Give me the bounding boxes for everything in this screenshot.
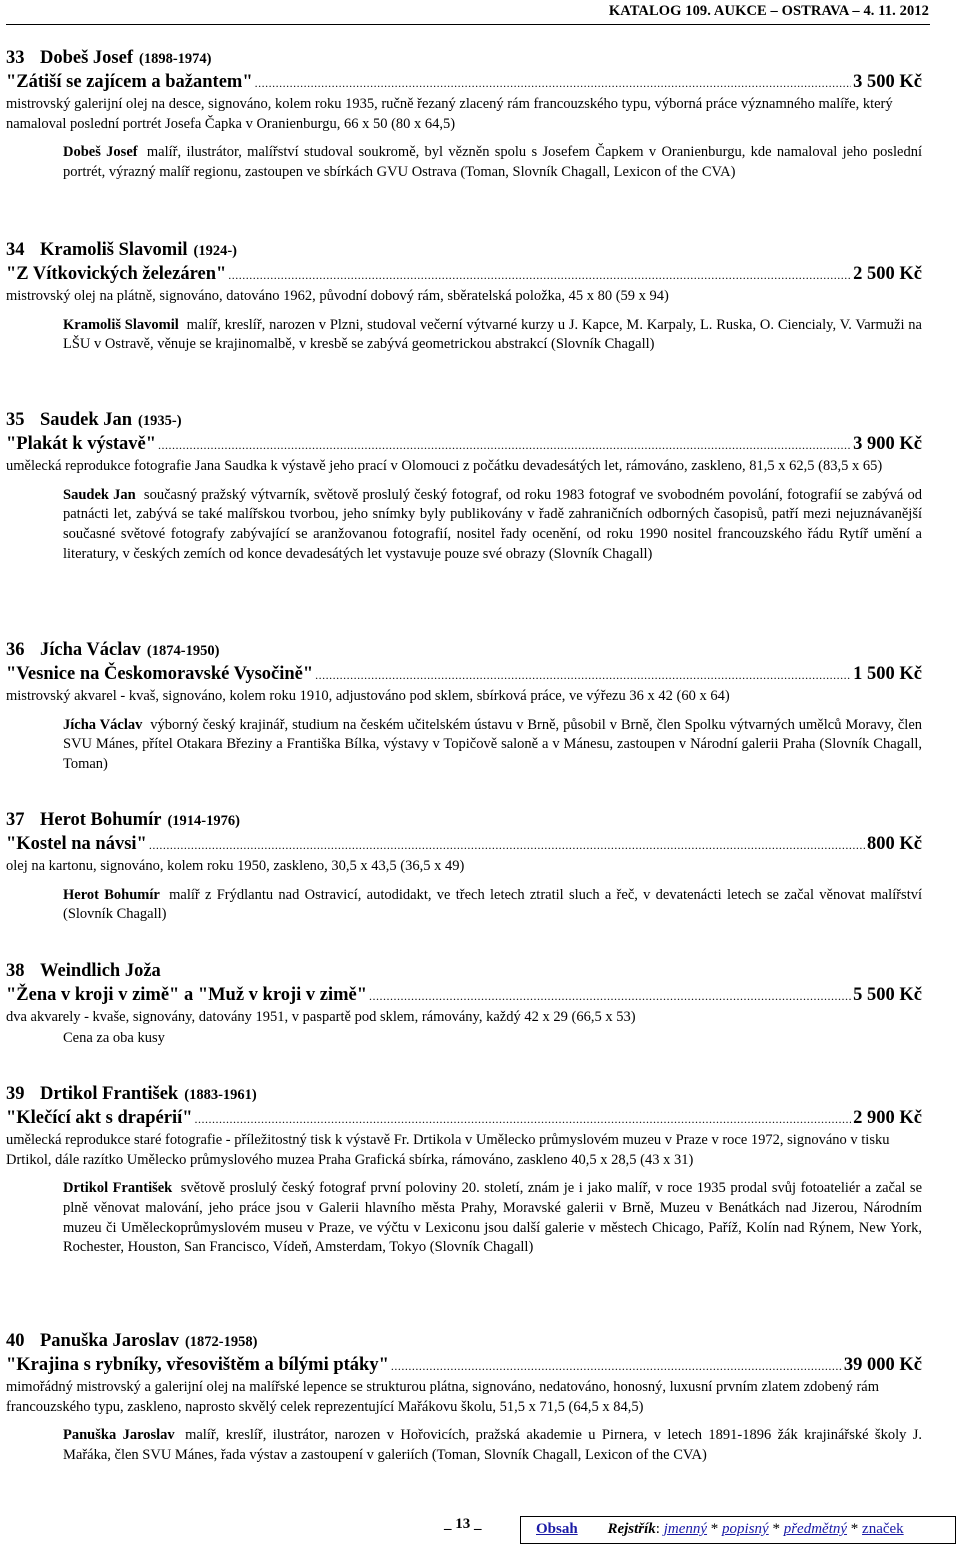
lot-heading bbox=[6, 1330, 922, 1354]
artist-bio bbox=[63, 1179, 922, 1258]
price: 2 900 Kč bbox=[853, 1108, 922, 1128]
leader-dots bbox=[255, 72, 852, 95]
artist-bio bbox=[63, 316, 922, 356]
page-number: _ 13 _ bbox=[444, 1516, 482, 1532]
artwork-description: dva akvarely - kvaše, signovány, datovány 1951, v paspartě pod sklem, rámovány, každý 42 x 29 (66,5 x 53) bbox=[6, 1009, 636, 1025]
bio-artist-name: Saudek Jan bbox=[63, 486, 136, 503]
artist-dates: (1872-1958) bbox=[184, 1334, 258, 1350]
artwork-description: mimořádný mistrovský a galerijní olej na malířské lepence se strukturou plátna, signováno, nedatováno, honosný, luxusní prvním zlatem zdobený rám francouzského typu, zaskleno, naprosto skvělý celek reprezentující Mařákovu školu, 51,5 x 71,5 (64,5 x 84,5) bbox=[6, 1379, 880, 1415]
price: 2 500 Kč bbox=[853, 264, 922, 284]
price: 5 500 Kč bbox=[853, 985, 922, 1005]
bio-artist-name: Panuška Jaroslav bbox=[63, 1427, 175, 1443]
leader-dots bbox=[149, 834, 865, 857]
lot-35 bbox=[6, 409, 922, 565]
artist-dates: (1924-) bbox=[193, 243, 237, 259]
leader-dots bbox=[391, 1355, 842, 1378]
bio-text: malíř z Frýdlantu nad Ostravicí, autodidakt, ve třech letech ztratil sluch a řeč, v devatenácti letech se začal věnovat malířství (Slovník Chagall) bbox=[63, 886, 923, 923]
bio-artist-name: Drtikol František bbox=[63, 1180, 173, 1196]
bio-text: současný pražský výtvarník, světově proslulý český fotograf, od roku 1983 fotograf ve svobodném povolání, fotografií se zabývá od patnácti let, zabývá se také malířskou tvorbou, jeho snímky byly publikovány v řadě zahraničních odborných časopisů, patří mezi nejuznávanější současné světové fotografy zabývající se aranžovanou fotografií, nositel řady ocenění, od roku 1990 nositel francouzského řádu Rytíř umění a literatury, v českých zemích od konce devadesátých let vystavuje pouze své obrazy (Slovník Chagall) bbox=[63, 486, 922, 562]
artist-name: Drtikol František bbox=[40, 1084, 179, 1104]
lot-number: 35 bbox=[6, 410, 25, 430]
bio-text: malíř, ilustrátor, malířství studoval soukromě, byl vězněn spolu s Josefem Čapkem v Oranienburgu, kde namaloval jeho poslední portrét, výrazný malíř regionu, zastoupen ve sbírkách GVU Ostrava (Toman, Slovník Chagall, Lexicon of the CVA) bbox=[63, 144, 922, 180]
artist-name: Jícha Václav bbox=[40, 640, 141, 660]
lot-39 bbox=[6, 1083, 922, 1258]
navigation-links: Obsah Rejstřík: jmenný * popisný * předmětný * značek bbox=[536, 1521, 904, 1537]
lot-34 bbox=[6, 239, 922, 355]
artwork-title: "Krajina s rybníky, vřesovištěm a bílými ptáky" bbox=[6, 1355, 389, 1375]
lot-33 bbox=[6, 47, 922, 183]
title-row bbox=[6, 984, 922, 1008]
contents-link[interactable]: Obsah bbox=[536, 1521, 578, 1537]
bio-artist-name: Herot Bohumír bbox=[63, 886, 160, 903]
navigation-box bbox=[520, 1516, 956, 1544]
catalog-header: KATALOG 109. AUKCE – OSTRAVA – 4. 11. 2012 bbox=[608, 3, 929, 19]
title-row bbox=[6, 1107, 922, 1131]
lot-heading bbox=[6, 409, 922, 433]
artist-dates: (1935-) bbox=[138, 413, 182, 429]
leader-dots bbox=[195, 1108, 852, 1131]
artwork-title: "Plakát k výstavě" bbox=[6, 434, 157, 454]
price: 3 500 Kč bbox=[853, 72, 922, 92]
artist-name: Weindlich Joža bbox=[40, 961, 161, 981]
artist-bio bbox=[63, 886, 922, 926]
bio-text: výborný český krajinář, studium na českém učitelském ústavu v Brně, působil v Brně, člen Spolku výtvarných umělců Moravy, člen SVU Mánes, přítel Otakara Březiny a Františka Bílka, výstavy v Topičově saloně a v Mánesu, zastoupen v Národní galerii Praha (Slovník Chagall, Toman) bbox=[63, 716, 923, 773]
bio-text: světově proslulý český fotograf první poloviny 20. století, znám je i jako malíř, v roce 1935 prodal svůj fotoateliér a začal se plně věnovat malování, jeho práce jsou v Galerii hlavního města Prahy, Moravské galerii v Brně, Muzeu v Benátkách nad Jizerou, Národním muzeu či Uměleckoprůmyslovém museu v Praze, ve výčtu v Lexiconu jsou další galerie v městech Chicago, Paříž, Kolín nad Rýnem, New York, Rochester, Houston, San Francisco, Vídeň, Amsterdam, Tokyo (Slovník Chagall) bbox=[63, 1180, 923, 1256]
artwork-title: "Klečící akt s drapérií" bbox=[6, 1108, 193, 1128]
price: 39 000 Kč bbox=[843, 1355, 922, 1375]
lot-36 bbox=[6, 639, 922, 775]
title-row bbox=[6, 663, 922, 687]
title-row bbox=[6, 833, 922, 857]
bio-artist-name: Kramoliš Slavomil bbox=[63, 316, 179, 333]
artwork-description: mistrovský olej na plátně, signováno, datováno 1962, původní dobový rám, sběratelská položka, 45 x 80 (59 x 94) bbox=[6, 288, 669, 304]
lot-number: 33 bbox=[6, 48, 25, 68]
artist-name: Herot Bohumír bbox=[40, 810, 162, 830]
artist-name: Panuška Jaroslav bbox=[40, 1331, 179, 1351]
lot-heading bbox=[6, 960, 922, 984]
artwork-title: "Kostel na návsi" bbox=[6, 834, 147, 854]
title-row bbox=[6, 263, 922, 287]
page-footer bbox=[0, 1516, 960, 1546]
bio-artist-name: Jícha Václav bbox=[63, 716, 143, 733]
lot-38 bbox=[6, 960, 922, 1048]
lot-40 bbox=[6, 1330, 922, 1466]
lot-heading bbox=[6, 239, 922, 263]
lot-heading bbox=[6, 1083, 922, 1107]
lot-number: 40 bbox=[6, 1331, 25, 1351]
lot-number: 38 bbox=[6, 961, 25, 981]
artist-dates: (1914-1976) bbox=[167, 813, 240, 829]
leader-dots bbox=[369, 985, 851, 1008]
leader-dots bbox=[228, 264, 851, 287]
lot-37 bbox=[6, 809, 922, 925]
artwork-title: "Vesnice na Českomoravské Vysočině" bbox=[6, 664, 314, 684]
price: 3 900 Kč bbox=[853, 434, 922, 454]
price-note: Cena za oba kusy bbox=[63, 1029, 165, 1046]
artist-dates: (1874-1950) bbox=[146, 643, 220, 659]
price: 1 500 Kč bbox=[853, 664, 922, 684]
artwork-description: mistrovský galerijní olej na desce, signováno, kolem roku 1935, ručně řezaný zlacený rám francouzského typu, výborná práce významného malíře, který namaloval poslední portrét Josefa Čapka v Oranienburgu, 66 x 50 (80 x 64,5) bbox=[6, 96, 893, 132]
artist-dates: (1898-1974) bbox=[139, 51, 212, 67]
lot-heading bbox=[6, 47, 922, 71]
artist-name: Dobeš Josef bbox=[40, 48, 134, 68]
lot-heading bbox=[6, 809, 922, 833]
artist-bio bbox=[63, 143, 922, 183]
lot-number: 37 bbox=[6, 810, 25, 830]
artist-bio bbox=[63, 486, 922, 565]
artwork-title: "Žena v kroji v zimě" a "Muž v kroji v zimě" bbox=[6, 985, 368, 1005]
bio-artist-name: Dobeš Josef bbox=[63, 144, 138, 160]
artwork-description: mistrovský akvarel - kvaš, signováno, kolem roku 1910, adjustováno pod sklem, sbírková práce, ve výřezu 36 x 42 (60 x 64) bbox=[6, 688, 730, 704]
index-link-predmetny[interactable]: předmětný bbox=[783, 1521, 848, 1537]
index-link-znacek[interactable]: značek bbox=[862, 1521, 904, 1537]
leader-dots bbox=[158, 434, 851, 457]
lot-number: 34 bbox=[6, 240, 25, 260]
artwork-description: umělecká reprodukce staré fotografie - příležitostný tisk k výstavě Fr. Drtikola v Umělecko průmyslovém muzeu v Praze v roce 1972, signováno v tisku Drtikol, dále razítko Umělecko průmyslového muzea Praha Grafická sbírka, rámováno, zaskleno 40,5 x 28,5 (43 x 31) bbox=[6, 1132, 890, 1168]
index-label: Rejstřík bbox=[607, 1521, 656, 1537]
title-row bbox=[6, 71, 922, 95]
artwork-title: "Zátiší se zajícem a bažantem" bbox=[6, 72, 253, 92]
artist-name: Kramoliš Slavomil bbox=[40, 240, 188, 260]
artwork-title: "Z Vítkovických železáren" bbox=[6, 264, 227, 284]
index-link-popisny[interactable]: popisný bbox=[722, 1521, 769, 1537]
artist-bio bbox=[63, 1426, 922, 1466]
artist-bio bbox=[63, 716, 922, 775]
title-row bbox=[6, 1354, 922, 1378]
leader-dots bbox=[315, 664, 851, 687]
bio-text: malíř, kreslíř, narozen v Plzni, studoval večerní výtvarné kurzy u J. Kapce, M. Karpaly, L. Ruska, O. Ciencialy, V. Varmuži na LŠU v Ostravě, věnuje se krajinomalbě, v kresbě se zabývá geometrickou abstrakcí (Slovník Chagall) bbox=[63, 316, 922, 353]
artwork-description: olej na kartonu, signováno, kolem roku 1950, zaskleno, 30,5 x 43,5 (36,5 x 49) bbox=[6, 858, 465, 874]
lot-number: 39 bbox=[6, 1084, 25, 1104]
index-link-jmenny[interactable]: jmenný bbox=[663, 1521, 708, 1537]
price: 800 Kč bbox=[867, 834, 922, 854]
bio-text: malíř, kreslíř, ilustrátor, narozen v Hořovicích, pražská akademie u Pirnera, v letech 1891-1896 žák krajinářské školy J. Mařáka, člen SVU Mánes, řada výstav a zastoupení v galeriích (Toman, Slovník Chagall, Lexicon of the CVA) bbox=[63, 1427, 923, 1463]
lot-number: 36 bbox=[6, 640, 25, 660]
artist-name: Saudek Jan bbox=[40, 410, 133, 430]
header-rule bbox=[6, 24, 930, 25]
lot-heading bbox=[6, 639, 922, 663]
artist-dates: (1883-1961) bbox=[184, 1087, 257, 1103]
title-row bbox=[6, 433, 922, 457]
artwork-description: umělecká reprodukce fotografie Jana Saudka k výstavě jeho prací v Olomouci z počátku devadesátých let, rámováno, zaskleno, 81,5 x 62,5 (83,5 x 65) bbox=[6, 458, 883, 474]
